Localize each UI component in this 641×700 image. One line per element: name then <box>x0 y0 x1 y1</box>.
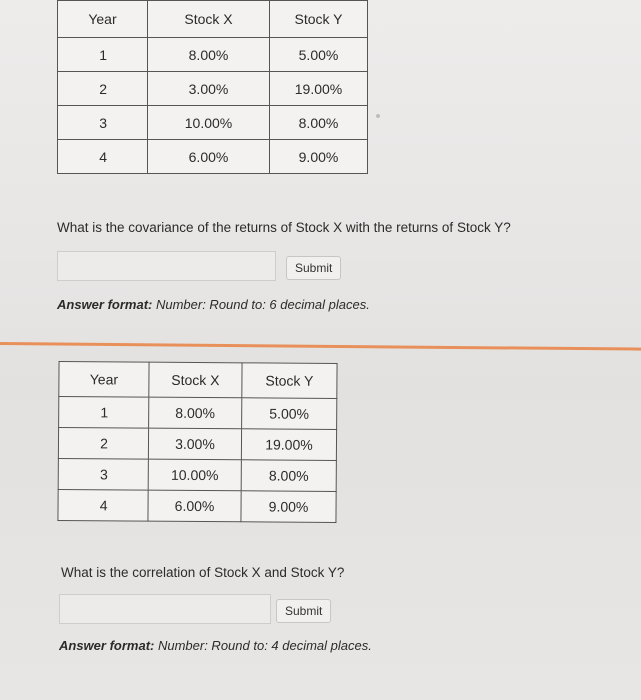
header-year: Year <box>59 362 149 398</box>
correlation-answer-format <box>59 638 372 653</box>
header-stock-x: Stock X <box>149 362 242 398</box>
format-text: Number: Round to: 6 decimal places. <box>152 297 370 312</box>
returns-table-1 <box>57 0 368 174</box>
format-label: Answer format: <box>59 638 155 653</box>
table-row <box>58 459 336 492</box>
cell-stock-x: 8.00% <box>149 397 242 429</box>
header-stock-x: Stock X <box>148 1 270 38</box>
cell-stock-y: 9.00% <box>270 140 368 174</box>
cell-stock-y: 5.00% <box>242 398 337 430</box>
table-header-row <box>59 362 337 399</box>
covariance-submit-button[interactable]: Submit <box>286 256 341 280</box>
cell-year: 3 <box>58 459 148 491</box>
covariance-question: What is the covariance of the returns of Stock X with the returns of Stock Y? <box>57 220 511 235</box>
correlation-answer-input[interactable] <box>59 594 271 624</box>
cell-year: 4 <box>58 140 148 174</box>
cell-stock-x: 10.00% <box>148 106 270 140</box>
cell-stock-x: 10.00% <box>148 459 241 491</box>
cell-stock-y: 19.00% <box>241 429 336 461</box>
table-row <box>58 490 336 523</box>
cell-stock-x: 3.00% <box>148 428 241 460</box>
cell-year: 1 <box>59 397 149 429</box>
table-row <box>58 428 336 461</box>
table-row <box>58 72 368 106</box>
format-text: Number: Round to: 4 decimal places. <box>154 638 372 653</box>
header-year: Year <box>58 1 148 38</box>
cell-year: 1 <box>58 38 148 72</box>
cell-year: 2 <box>58 428 148 460</box>
cell-stock-x: 6.00% <box>148 490 241 522</box>
format-label: Answer format: <box>57 297 153 312</box>
cell-stock-y: 8.00% <box>270 106 368 140</box>
cell-year: 4 <box>58 490 148 522</box>
cell-year: 2 <box>58 72 148 106</box>
returns-table-2 <box>57 361 337 523</box>
table-row <box>58 106 368 140</box>
header-stock-y: Stock Y <box>242 363 337 399</box>
cell-stock-x: 8.00% <box>148 38 270 72</box>
covariance-answer-format <box>57 297 370 312</box>
cell-stock-x: 6.00% <box>148 140 270 174</box>
screen-smudge <box>376 114 380 118</box>
cell-stock-y: 9.00% <box>241 491 336 523</box>
header-stock-y: Stock Y <box>270 1 368 38</box>
cell-stock-y: 5.00% <box>270 38 368 72</box>
cell-stock-x: 3.00% <box>148 72 270 106</box>
cell-stock-y: 19.00% <box>270 72 368 106</box>
table-header-row <box>58 1 368 38</box>
cell-year: 3 <box>58 106 148 140</box>
table-row <box>59 397 337 430</box>
covariance-answer-input[interactable] <box>57 251 276 281</box>
table-row <box>58 38 368 72</box>
table-row <box>58 140 368 174</box>
cell-stock-y: 8.00% <box>241 460 336 492</box>
correlation-submit-button[interactable]: Submit <box>276 599 331 623</box>
correlation-question: What is the correlation of Stock X and Stock Y? <box>61 565 345 580</box>
